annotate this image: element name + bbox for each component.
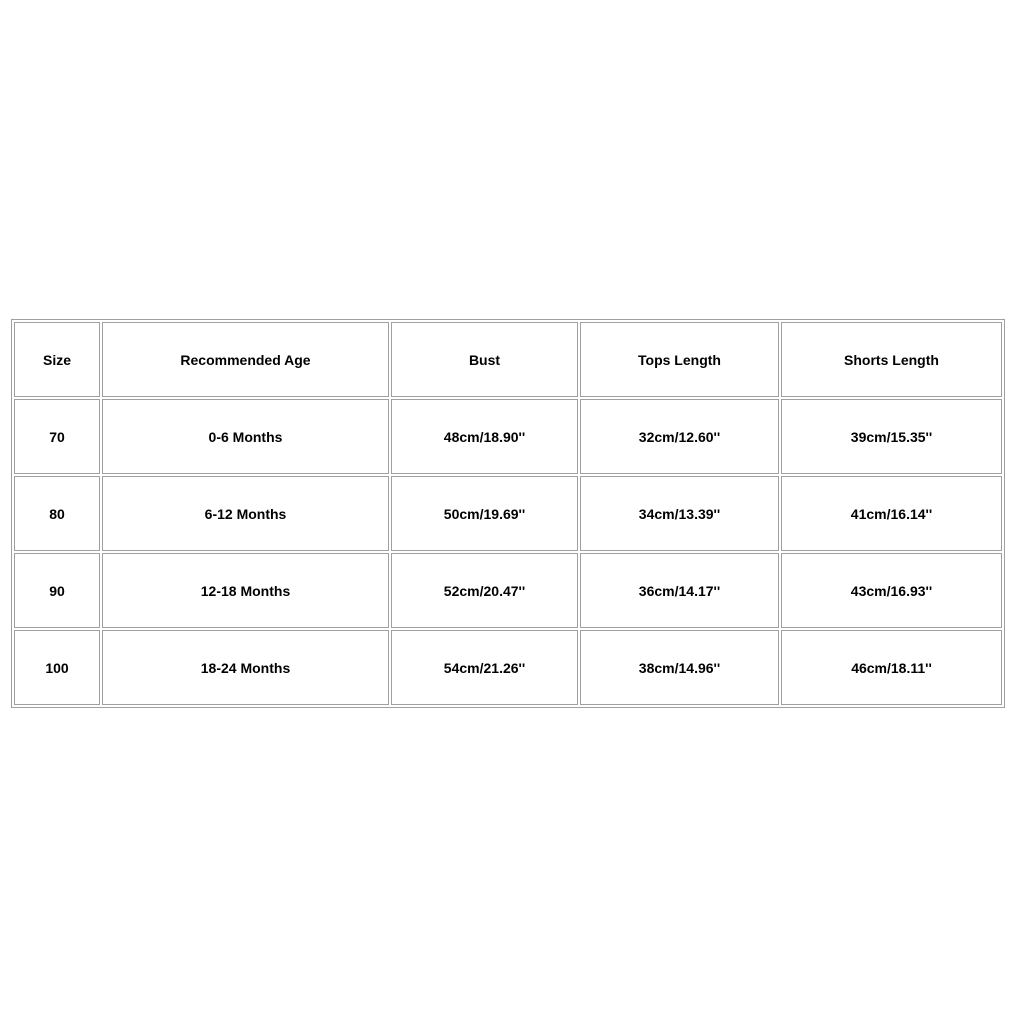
cell-size: 80 [14,476,100,551]
header-row [14,322,1002,397]
cell-shorts-length: 39cm/15.35'' [781,399,1002,474]
cell-bust: 48cm/18.90'' [391,399,578,474]
header-tops-length: Tops Length [580,322,779,397]
table-row [14,630,1002,705]
cell-recommended-age: 0-6 Months [102,399,389,474]
cell-bust: 52cm/20.47'' [391,553,578,628]
size-chart-table [11,319,1005,708]
cell-tops-length: 38cm/14.96'' [580,630,779,705]
cell-recommended-age: 12-18 Months [102,553,389,628]
cell-size: 70 [14,399,100,474]
cell-tops-length: 32cm/12.60'' [580,399,779,474]
table-row [14,553,1002,628]
cell-tops-length: 34cm/13.39'' [580,476,779,551]
cell-bust: 50cm/19.69'' [391,476,578,551]
cell-size: 100 [14,630,100,705]
cell-size: 90 [14,553,100,628]
cell-shorts-length: 43cm/16.93'' [781,553,1002,628]
cell-shorts-length: 46cm/18.11'' [781,630,1002,705]
cell-bust: 54cm/21.26'' [391,630,578,705]
header-size: Size [14,322,100,397]
cell-shorts-length: 41cm/16.14'' [781,476,1002,551]
table-row [14,399,1002,474]
table-row [14,476,1002,551]
cell-recommended-age: 18-24 Months [102,630,389,705]
header-bust: Bust [391,322,578,397]
header-shorts-length: Shorts Length [781,322,1002,397]
cell-recommended-age: 6-12 Months [102,476,389,551]
header-recommended-age: Recommended Age [102,322,389,397]
cell-tops-length: 36cm/14.17'' [580,553,779,628]
